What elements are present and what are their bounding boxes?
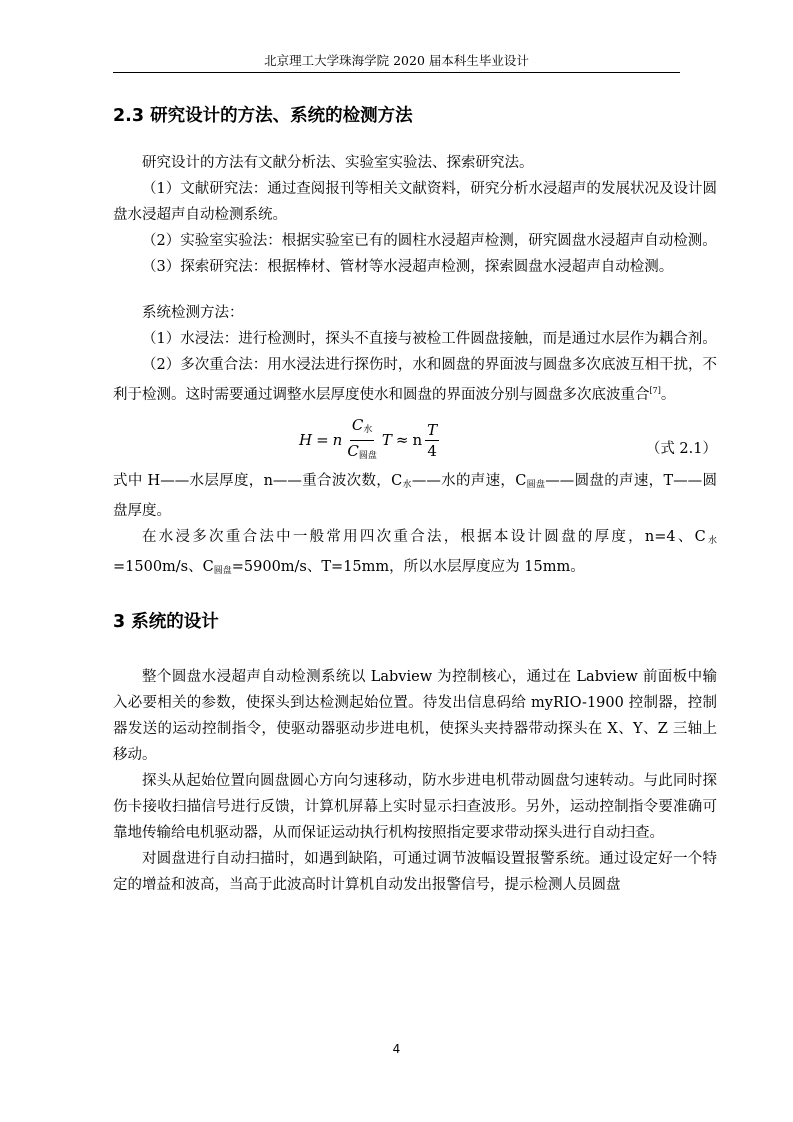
paragraph-detect-title: 系统检测方法： — [142, 305, 244, 321]
section-heading-2-3: 2.3 研究设计的方法、系统的检测方法 — [113, 106, 413, 126]
fraction2-denominator: 4 — [427, 441, 437, 460]
paragraph-intro: 研究设计的方法有文献分析法、实验室实验法、探索研究法。 — [142, 155, 534, 171]
page-content — [113, 102, 717, 898]
paragraph-design-2: 探头从起始位置向圆盘圆心方向匀速移动，防水步进电机带动圆盘匀速转动。与此同时探伤卡接收扫描信号进行反馈，计算机屏幕上实时显示扫查波形。另外，运动控制指令要准确可靠地传输给电机驱动器，从而保证运动执行机构按照指定要求带动探头进行自动扫查。 — [113, 773, 717, 841]
paragraph-design-3: 对圆盘进行自动扫描时，如遇到缺陷，可通过调节波幅设置报警系统。通过设定好一个特定的增益和波高，当高于此波高时计算机自动发出报警信号，提示检测人员圆盘 — [113, 851, 717, 893]
header-rule — [113, 72, 680, 73]
paragraph-method-3: （3）探索研究法：根据棒材、管材等水浸超声检测，探索圆盘水浸超声自动检测。 — [142, 259, 674, 275]
formula-tag: （式 2.1） — [645, 441, 717, 457]
paragraph-design-1: 整个圆盘水浸超声自动检测系统以 Labview 为控制核心，通过在 Labview 前面板中输入必要相关的参数，使探头到达检测起始位置。待发出信息码给 myRIO-1900 控制器，控制器发送的运动控制指令，使驱动器驱动步进电机，使探头夹持器带动探头在 X、Y、Z 三轴上移动。 — [113, 669, 717, 763]
explain-sub-water: 水 — [402, 480, 412, 490]
formula-fraction-2 — [425, 420, 439, 461]
explain-sub-disk: 圆盘 — [526, 480, 546, 490]
calc-text-b: =1500m/s、C — [113, 559, 214, 575]
formula-lhs: H — [299, 431, 313, 449]
page-header: 北京理工大学珠海学院 2020 届本科生毕业设计 — [264, 53, 529, 68]
detect-2-end: 。 — [660, 387, 676, 403]
denominator-c: C — [347, 441, 359, 460]
numerator-sub: 水 — [363, 424, 373, 435]
formula-2-1 — [299, 412, 442, 468]
calc-text-a: 在水浸多次重合法中一般常用四次重合法，根据本设计圆盘的厚度，n=4、C — [142, 529, 706, 545]
formula-row — [113, 412, 717, 468]
explain-text-a: 式中 H——水层厚度，n——重合波次数，C — [113, 473, 403, 489]
formula-fraction-1 — [345, 415, 379, 466]
paragraph-formula-explain — [113, 468, 717, 524]
section-heading-3: 3 系统的设计 — [113, 612, 219, 632]
numerator-c: C — [351, 415, 364, 434]
detect-2-text: （2）多次重合法：用水浸法进行探伤时，水和圆盘的界面波与圆盘多次底波互相干扰，不利于检测。这时需要通过调整水层厚度使水和圆盘的界面波分别与圆盘多次底波重合 — [113, 357, 717, 403]
calc-text-c: =5900m/s、T=15mm，所以水层厚度应为 15mm。 — [231, 559, 585, 575]
fraction-denominator — [345, 441, 379, 466]
explain-text-c: ——圆盘的声速，T——圆盘厚度。 — [113, 473, 717, 519]
paragraph-method-2: （2）实验室实验法：根据实验室已有的圆柱水浸超声检测，研究圆盘水浸超声自动检测。 — [142, 233, 717, 249]
denominator-sub: 圆盘 — [358, 450, 377, 461]
calc-sub-water: 水 — [705, 536, 717, 546]
formula-t: T — [381, 431, 392, 449]
formula-n2: n — [412, 431, 423, 449]
paragraph-method-1: （1）文献研究法：通过查阅报刊等相关文献资料，研究分析水浸超声的发展状况及设计圆盘水浸超声自动检测系统。 — [113, 181, 717, 223]
citation-7[interactable]: [7] — [649, 386, 661, 395]
paragraph-detect-1: （1）水浸法：进行检测时，探头不直接与被检工件圆盘接触，而是通过水层作为耦合剂。 — [142, 331, 717, 347]
page-number: 4 — [392, 1042, 401, 1056]
explain-text-b: ——水的声速，C — [411, 473, 527, 489]
formula-equals: = — [316, 431, 329, 449]
formula-approx: ≈ — [395, 431, 409, 449]
fraction-numerator — [350, 415, 375, 441]
paragraph-detect-2 — [113, 352, 717, 408]
formula-n: n — [332, 431, 343, 449]
calc-sub-disk: 圆盘 — [213, 566, 232, 576]
paragraph-calculation — [113, 524, 717, 584]
fraction2-numerator: T — [427, 420, 438, 439]
